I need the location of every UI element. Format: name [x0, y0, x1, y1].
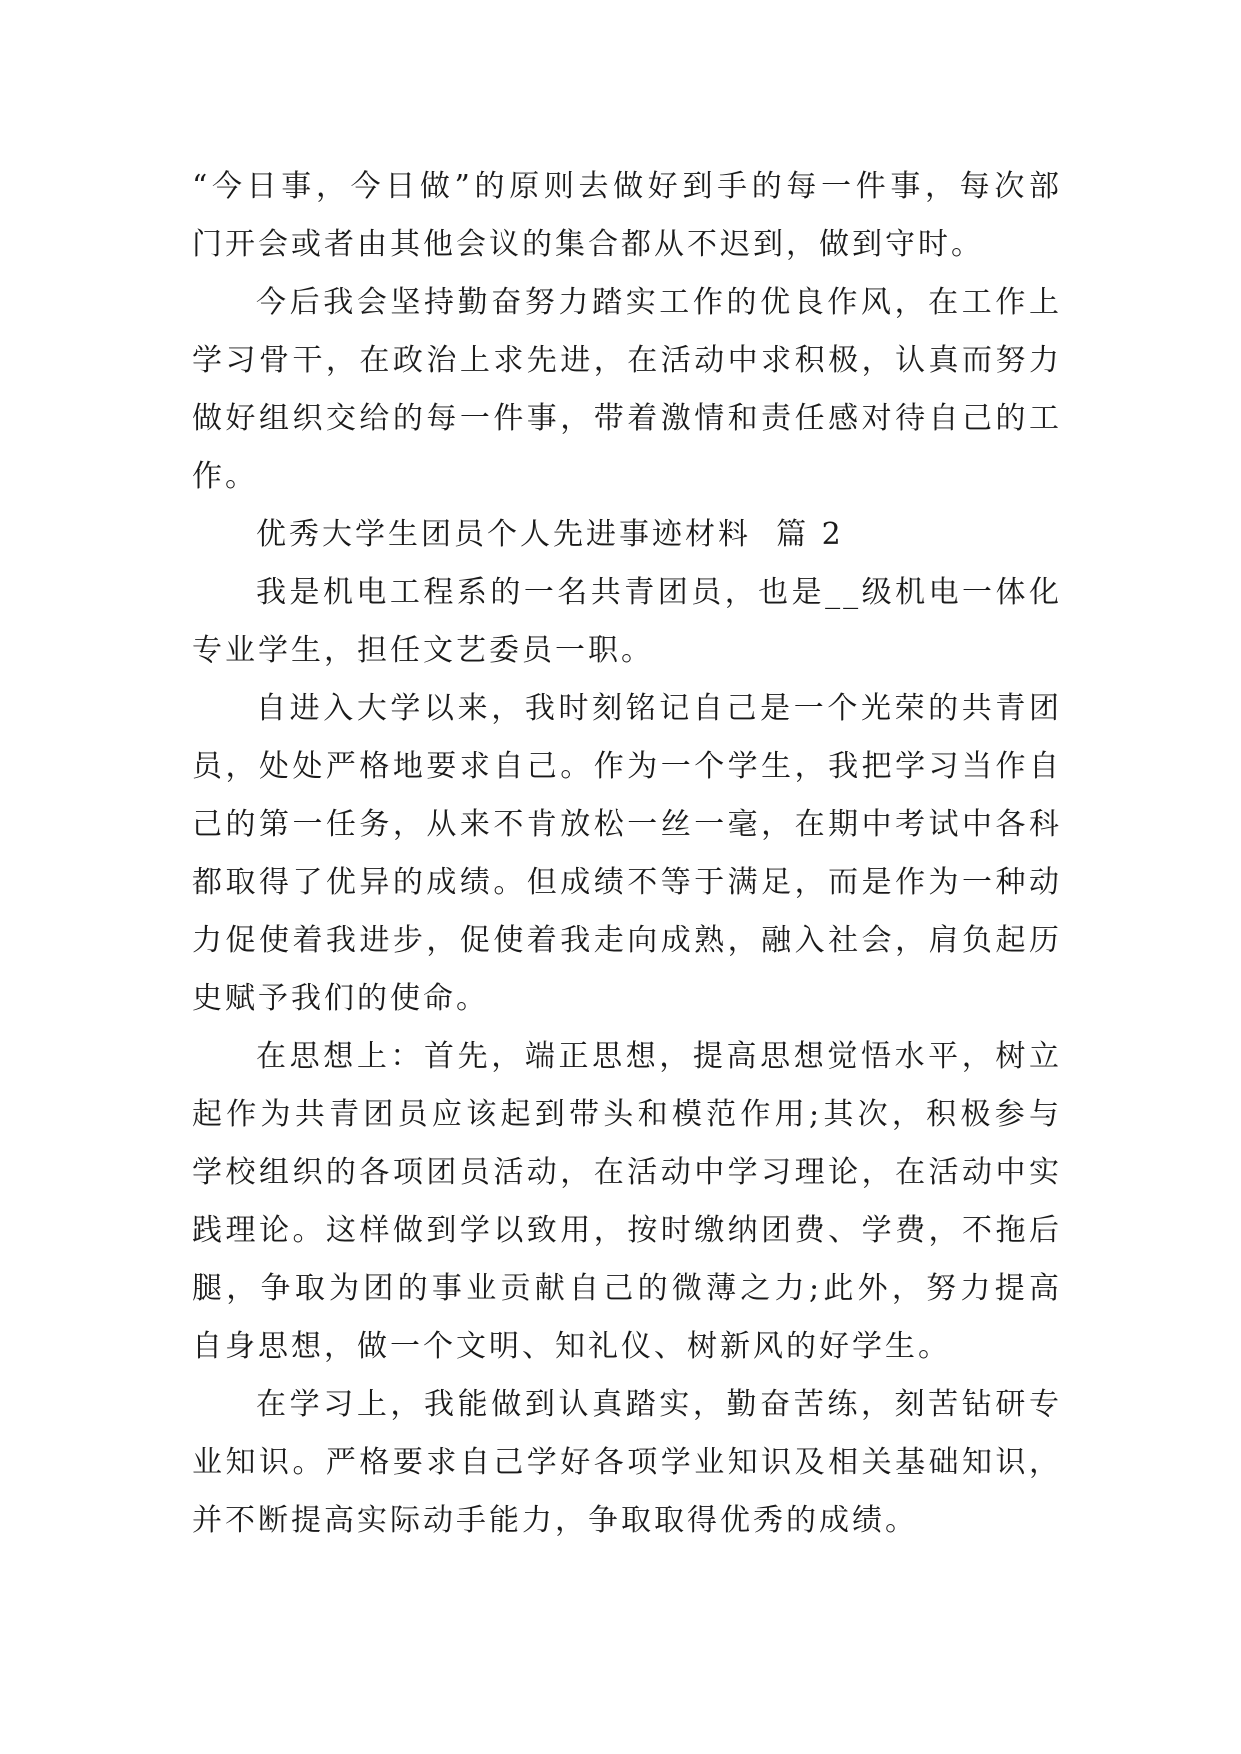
- paragraph-start-line: 在思想上：首先，端正思想，提高思想觉悟水平，树立: [256, 1039, 1062, 1074]
- text-line: 践理论。这样做到学以致用，按时缴纳团费、学费，不拖后: [192, 1213, 1062, 1248]
- paragraph-start-line: 我是机电工程系的一名共青团员，也是__级机电一体化: [256, 575, 1062, 610]
- text-line: “今日事，今日做”的原则去做好到手的每一件事，每次部: [192, 169, 1062, 204]
- text-line: 起作为共青团员应该起到带头和模范作用;其次，积极参与: [192, 1097, 1062, 1132]
- paragraph-start-line: 今后我会坚持勤奋努力踏实工作的优良作风，在工作上: [256, 285, 1062, 320]
- text-line: 业知识。严格要求自己学好各项学业知识及相关基础知识，: [192, 1445, 1062, 1480]
- text-line: 作。: [192, 459, 258, 494]
- text-line: 己的第一任务，从来不肯放松一丝一毫，在期中考试中各科: [192, 807, 1062, 842]
- section-heading: 优秀大学生团员个人先进事迹材料 篇 2: [256, 517, 844, 552]
- text-line: 都取得了优异的成绩。但成绩不等于满足，而是作为一种动: [192, 865, 1062, 900]
- text-line: 做好组织交给的每一件事，带着激情和责任感对待自己的工: [192, 401, 1062, 436]
- paragraph-start-line: 自进入大学以来，我时刻铭记自己是一个光荣的共青团: [256, 691, 1062, 726]
- paragraph-start-line: 在学习上，我能做到认真踏实，勤奋苦练，刻苦钻研专: [256, 1387, 1062, 1422]
- text-line: 腿，争取为团的事业贡献自己的微薄之力;此外，努力提高: [192, 1271, 1062, 1306]
- text-line: 门开会或者由其他会议的集合都从不迟到，做到守时。: [192, 227, 984, 262]
- text-line: 专业学生，担任文艺委员一职。: [192, 633, 654, 668]
- text-line: 并不断提高实际动手能力，争取取得优秀的成绩。: [192, 1503, 918, 1538]
- text-line: 学习骨干，在政治上求先进，在活动中求积极，认真而努力: [192, 343, 1062, 378]
- text-line: 员，处处严格地要求自己。作为一个学生，我把学习当作自: [192, 749, 1062, 784]
- text-line: 学校组织的各项团员活动，在活动中学习理论，在活动中实: [192, 1155, 1062, 1190]
- text-line: 力促使着我进步，促使着我走向成熟，融入社会，肩负起历: [192, 923, 1062, 958]
- document-body: [192, 158, 1062, 1550]
- text-line: 自身思想，做一个文明、知礼仪、树新风的好学生。: [192, 1329, 951, 1364]
- text-line: 史赋予我们的使命。: [192, 981, 489, 1016]
